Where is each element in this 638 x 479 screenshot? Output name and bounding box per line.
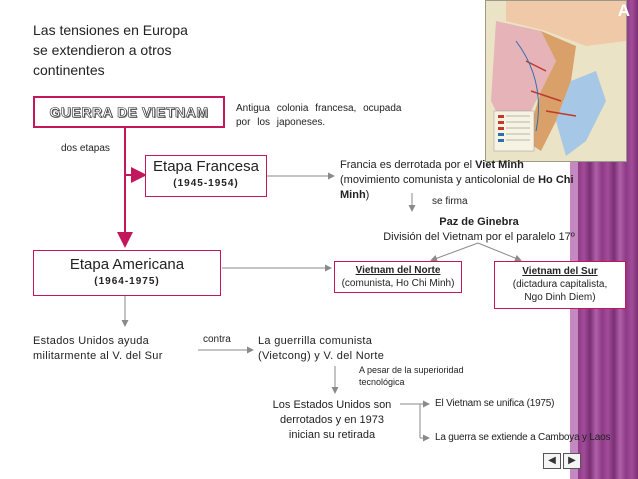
geneva-block [350, 215, 608, 245]
french-stage-title: Etapa Francesa [153, 158, 259, 175]
ho-chi-minh-term: Ho Chi [538, 174, 574, 186]
two-stages-label: dos etapas [61, 143, 110, 154]
against-label: contra [203, 334, 231, 345]
french-defeat-text: Francia es derrotada por el Viet Minh (movimiento comunista y anticolonial de Ho Chi Minh) [340, 159, 574, 201]
south-title: Vietnam del Sur [522, 266, 598, 277]
viet-minh-term: Viet Minh [475, 159, 524, 171]
colony-note-line-1: Antigua colonia francesa, ocupada [236, 103, 402, 114]
war-title: GUERRA DE VIETNAM [49, 104, 209, 120]
prev-arrow-icon: ◀ [548, 455, 556, 466]
colony-note [236, 102, 401, 130]
south-desc-2: Ngo Dinh Diem) [524, 292, 596, 303]
american-stage-years: (1964-1975) [94, 276, 160, 287]
american-stage-box [33, 250, 221, 296]
french-stage-years: (1945-1954) [173, 178, 239, 189]
signed-label: se firma [432, 196, 468, 207]
spread-text: La guerra se extiende a Camboya y Laos [435, 432, 611, 443]
us-defeat-text: Los Estados Unidos son derrotados y en 1973 inician su retirada [272, 399, 392, 441]
unify-text: El Vietnam se unifica (1975) [435, 398, 555, 409]
us-aid-text: Estados Unidos ayuda militarmente al V. del Sur [33, 335, 163, 362]
north-arrow [432, 243, 478, 260]
map-corner-letter: A [617, 1, 630, 20]
heading-line-1: Las tensiones en Europa [33, 22, 188, 38]
geneva-subtitle: División del Vietnam por el paralelo 17º [383, 231, 575, 243]
war-title-box [33, 96, 225, 128]
south-arrow [478, 243, 520, 260]
superiority-note: A pesar de la superioridad tecnológica [359, 365, 464, 387]
south-vietnam-box [494, 261, 626, 309]
colony-note-line-2: por los japoneses. [236, 117, 326, 128]
heading-line-3: continentes [33, 62, 105, 78]
guerrilla-text: La guerrilla comunista (Vietcong) y V. del Norte [258, 335, 385, 362]
north-title: Vietnam del Norte [355, 265, 441, 276]
french-stage-box [145, 155, 267, 197]
next-slide-button[interactable] [563, 453, 581, 469]
american-stage-title: Etapa Americana [69, 256, 185, 273]
geneva-title: Paz de Ginebra [439, 216, 519, 228]
north-desc: (comunista, Ho Chi Minh) [341, 278, 455, 289]
heading-line-2: se extendieron a otros [33, 42, 172, 58]
prev-slide-button[interactable] [543, 453, 561, 469]
north-vietnam-box [334, 261, 462, 293]
next-arrow-icon: ▶ [568, 455, 576, 466]
south-desc-1: (dictadura capitalista, [512, 279, 608, 290]
